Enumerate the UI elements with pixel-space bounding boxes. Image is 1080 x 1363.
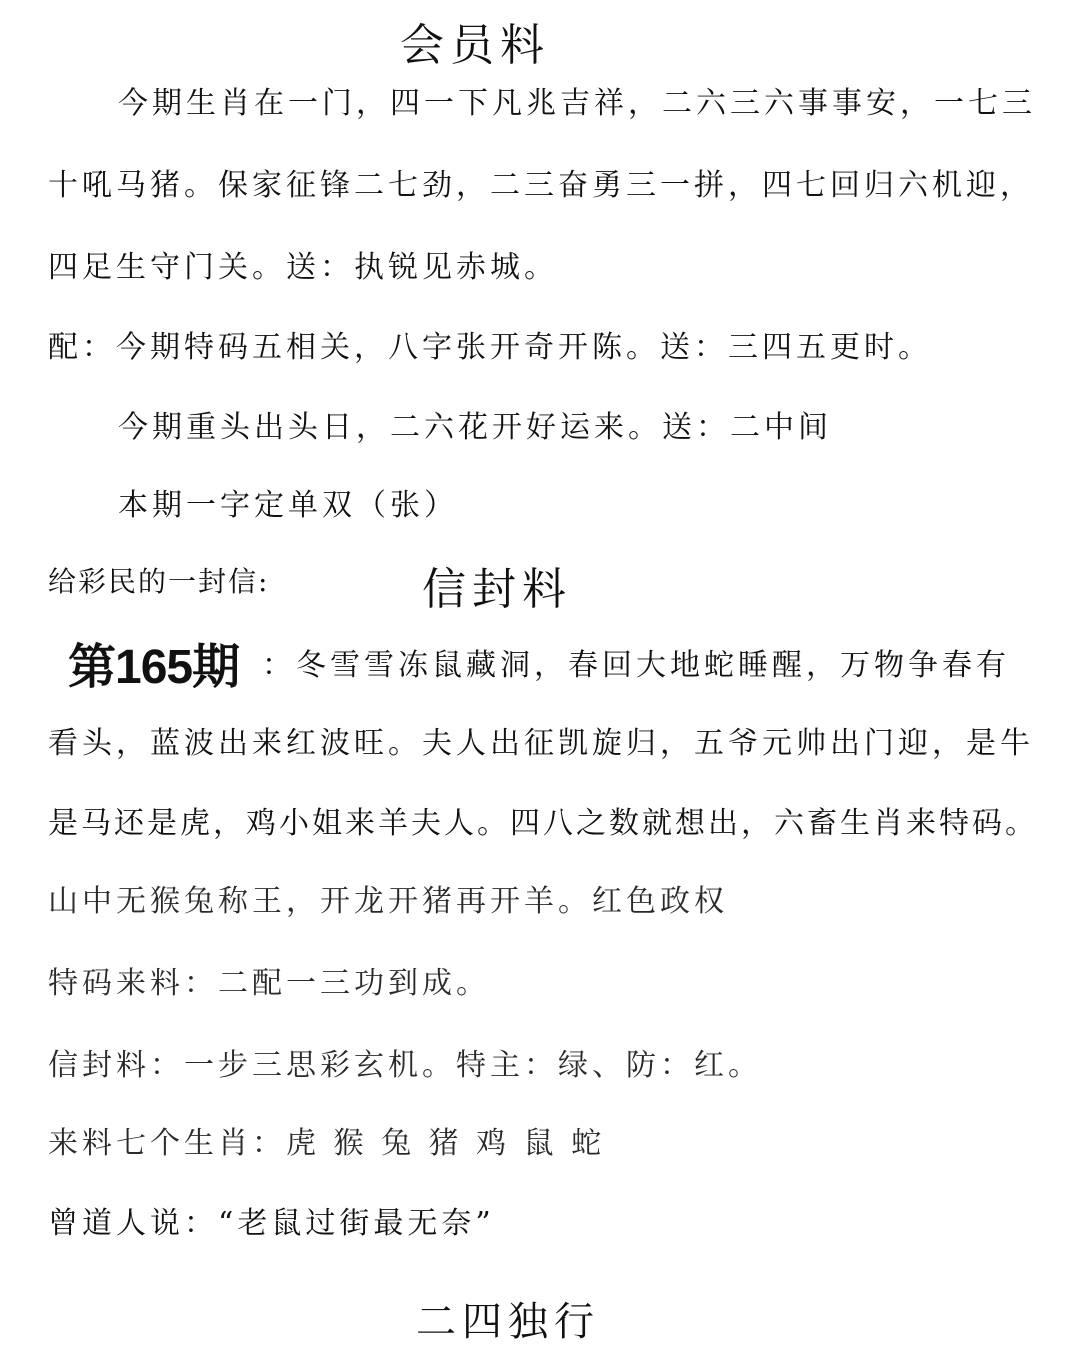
letter-para-line-2: 看头，蓝波出来红波旺。夫人出征凯旋归，五爷元帅出门迎，是牛	[48, 726, 1034, 761]
zodiac-line: 来料七个生肖：虎 猴 兔 猪 鸡 鼠 蛇	[48, 1126, 606, 1161]
member-para-line-2: 十吼马猪。保家征锋二七劲，二三奋勇三一拼，四七回归六机迎，	[48, 168, 1034, 203]
letter-label: 给彩民的一封信:	[48, 565, 270, 598]
footer-title: 二四独行	[416, 1299, 600, 1345]
member-title: 会员料	[400, 20, 550, 71]
xinfeng-line: 信封料：一步三思彩玄机。特主：绿、防：红。	[48, 1048, 762, 1083]
chongtou-line: 今期重头出头日，二六花开好运来。送：二中间	[118, 410, 832, 445]
letter-para-line-3: 是马还是虎，鸡小姐来羊夫人。四八之数就想出，六畜生肖来特码。	[48, 806, 1038, 841]
tema-line: 特码来料：二配一三功到成。	[48, 966, 490, 1001]
letter-title: 信封料	[422, 564, 572, 615]
member-para-line-1: 今期生肖在一门，四一下凡兆吉祥，二六三六事事安，一七三	[118, 86, 1036, 121]
letter-para-line-1: ：冬雪雪冻鼠藏洞，春回大地蛇睡醒，万物争春有	[262, 648, 1010, 683]
pei-line: 配：今期特码五相关，八字张开奇开陈。送：三四五更时。	[48, 330, 932, 365]
zeng-line: 曾道人说：“老鼠过街最无奈”	[48, 1206, 495, 1241]
issue-number: 第165期	[68, 641, 240, 694]
letter-para-line-4: 山中无猴兔称王，开龙开猪再开羊。红色政权	[48, 884, 728, 919]
member-para-line-3: 四足生守门关。送：执锐见赤城。	[48, 250, 558, 285]
danshuang-line: 本期一字定单双（张）	[118, 488, 458, 523]
